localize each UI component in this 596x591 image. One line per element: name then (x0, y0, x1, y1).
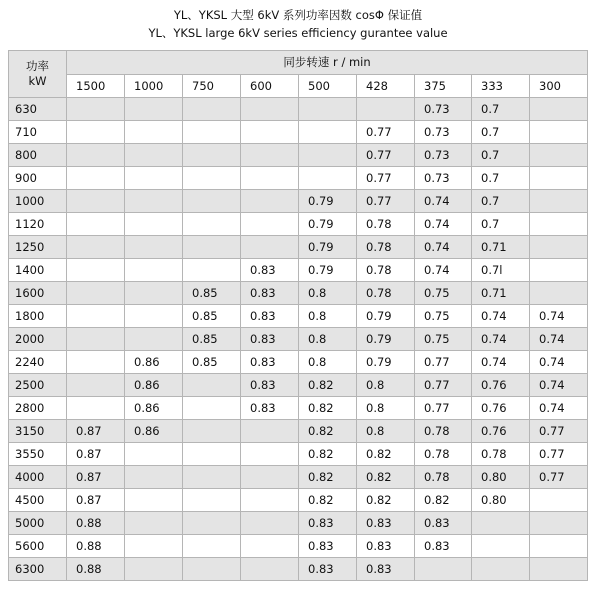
power-factor-cell: 0.7 (472, 121, 530, 144)
power-factor-cell (67, 259, 125, 282)
power-cell: 1400 (9, 259, 67, 282)
power-factor-cell (241, 98, 299, 121)
power-factor-cell (125, 98, 183, 121)
power-factor-cell: 0.8 (357, 397, 415, 420)
power-factor-cell: 0.86 (125, 397, 183, 420)
power-factor-cell (241, 489, 299, 512)
power-factor-cell (183, 443, 241, 466)
power-cell: 1250 (9, 236, 67, 259)
power-cell: 5000 (9, 512, 67, 535)
power-factor-cell: 0.85 (183, 305, 241, 328)
power-factor-cell: 0.79 (299, 236, 357, 259)
power-factor-cell (125, 259, 183, 282)
power-cell: 1000 (9, 190, 67, 213)
power-factor-cell: 0.82 (357, 489, 415, 512)
power-factor-cell: 0.83 (415, 512, 472, 535)
table-row (9, 259, 588, 282)
power-cell: 800 (9, 144, 67, 167)
power-factor-cell (183, 144, 241, 167)
power-factor-cell: 0.7 (472, 167, 530, 190)
power-cell: 3550 (9, 443, 67, 466)
power-cell: 2240 (9, 351, 67, 374)
power-factor-cell (241, 443, 299, 466)
power-factor-cell: 0.74 (415, 236, 472, 259)
speed-header-row (9, 74, 588, 98)
power-factor-cell: 0.82 (299, 374, 357, 397)
power-factor-cell: 0.82 (299, 420, 357, 443)
power-factor-cell (241, 190, 299, 213)
power-factor-cell: 0.83 (241, 374, 299, 397)
power-factor-cell (183, 167, 241, 190)
power-factor-cell (530, 190, 588, 213)
power-factor-cell: 0.74 (472, 351, 530, 374)
power-factor-cell (67, 98, 125, 121)
power-factor-cell (67, 397, 125, 420)
power-factor-cell: 0.8 (357, 420, 415, 443)
speed-header-cell: 1500 (67, 74, 125, 98)
power-factor-cell: 0.78 (415, 443, 472, 466)
power-factor-cell: 0.82 (415, 489, 472, 512)
power-factor-cell: 0.82 (357, 443, 415, 466)
power-factor-cell: 0.7l (472, 259, 530, 282)
table-title-english: YL、YKSL large 6kV series efficiency gurantee value (148, 26, 448, 40)
power-factor-cell (183, 397, 241, 420)
power-factor-cell (299, 167, 357, 190)
speed-group-header: 同步转速 r / min (67, 51, 588, 75)
power-factor-cell (530, 98, 588, 121)
power-factor-cell: 0.79 (299, 190, 357, 213)
power-factor-cell (125, 512, 183, 535)
power-factor-cell: 0.7 (472, 213, 530, 236)
power-factor-cell (241, 121, 299, 144)
table-row (9, 144, 588, 167)
power-factor-cell (67, 121, 125, 144)
power-factor-cell: 0.82 (299, 489, 357, 512)
power-factor-cell: 0.78 (357, 282, 415, 305)
power-factor-cell (67, 236, 125, 259)
power-cell: 6300 (9, 558, 67, 581)
power-factor-cell (530, 512, 588, 535)
power-factor-cell: 0.75 (415, 282, 472, 305)
power-factor-cell: 0.88 (67, 558, 125, 581)
power-factor-cell: 0.77 (415, 374, 472, 397)
power-factor-cell (530, 259, 588, 282)
power-factor-cell (125, 443, 183, 466)
power-factor-cell (67, 282, 125, 305)
power-factor-cell (241, 466, 299, 489)
power-cell: 1120 (9, 213, 67, 236)
power-factor-cell: 0.83 (241, 351, 299, 374)
power-factor-cell (125, 190, 183, 213)
power-factor-cell: 0.83 (299, 512, 357, 535)
power-factor-cell (125, 282, 183, 305)
power-factor-cell: 0.74 (530, 374, 588, 397)
header-row-group (9, 51, 588, 75)
power-factor-cell: 0.79 (357, 328, 415, 351)
power-factor-cell: 0.76 (472, 374, 530, 397)
power-factor-cell (67, 305, 125, 328)
power-factor-cell (530, 489, 588, 512)
power-factor-cell (183, 466, 241, 489)
power-factor-cell: 0.73 (415, 121, 472, 144)
power-factor-cell (530, 535, 588, 558)
power-factor-cell (183, 535, 241, 558)
power-factor-cell: 0.78 (357, 259, 415, 282)
power-cell: 710 (9, 121, 67, 144)
power-cell: 2800 (9, 397, 67, 420)
power-factor-cell: 0.82 (299, 443, 357, 466)
table-row (9, 305, 588, 328)
table-row (9, 98, 588, 121)
power-factor-cell: 0.85 (183, 328, 241, 351)
table-body (9, 98, 588, 581)
power-factor-cell (67, 351, 125, 374)
table-row (9, 374, 588, 397)
table-row (9, 512, 588, 535)
power-cell: 2500 (9, 374, 67, 397)
power-factor-cell: 0.74 (415, 213, 472, 236)
power-factor-cell: 0.79 (299, 259, 357, 282)
power-factor-cell (67, 144, 125, 167)
power-factor-cell (125, 213, 183, 236)
power-factor-cell: 0.77 (530, 466, 588, 489)
power-factor-cell: 0.74 (530, 305, 588, 328)
power-factor-cell (241, 144, 299, 167)
power-factor-cell: 0.77 (415, 351, 472, 374)
power-factor-cell (472, 512, 530, 535)
power-factor-cell (241, 213, 299, 236)
table-row (9, 190, 588, 213)
power-factor-cell: 0.75 (415, 328, 472, 351)
power-factor-cell: 0.78 (415, 420, 472, 443)
power-factor-cell: 0.74 (472, 305, 530, 328)
power-factor-cell (125, 236, 183, 259)
power-factor-cell (241, 558, 299, 581)
power-factor-cell: 0.75 (415, 305, 472, 328)
power-factor-cell: 0.78 (472, 443, 530, 466)
power-factor-cell: 0.77 (357, 167, 415, 190)
power-factor-cell: 0.82 (299, 466, 357, 489)
power-factor-cell: 0.78 (357, 236, 415, 259)
power-factor-cell (472, 558, 530, 581)
power-factor-cell: 0.83 (357, 535, 415, 558)
speed-header-cell: 500 (299, 74, 357, 98)
power-factor-cell (299, 98, 357, 121)
power-factor-cell: 0.8 (299, 282, 357, 305)
power-factor-cell: 0.73 (415, 98, 472, 121)
power-cell: 3150 (9, 420, 67, 443)
power-factor-cell: 0.77 (530, 420, 588, 443)
power-factor-cell (67, 328, 125, 351)
power-cell: 2000 (9, 328, 67, 351)
power-factor-cell: 0.74 (472, 328, 530, 351)
power-factor-cell (530, 144, 588, 167)
speed-header-cell: 428 (357, 74, 415, 98)
power-factor-cell: 0.87 (67, 489, 125, 512)
power-factor-cell: 0.77 (530, 443, 588, 466)
power-header-unit: kW (28, 74, 47, 88)
power-factor-cell: 0.83 (357, 512, 415, 535)
power-factor-cell (125, 535, 183, 558)
power-factor-cell: 0.87 (67, 443, 125, 466)
power-cell: 1800 (9, 305, 67, 328)
power-factor-cell: 0.7 (472, 190, 530, 213)
power-factor-cell (125, 489, 183, 512)
table-title-chinese: YL、YKSL 大型 6kV 系列功率因数 cosΦ 保证值 (173, 8, 423, 22)
speed-header-cell: 300 (530, 74, 588, 98)
power-factor-cell: 0.82 (299, 397, 357, 420)
power-factor-cell: 0.8 (299, 328, 357, 351)
power-factor-cell (183, 420, 241, 443)
power-cell: 4000 (9, 466, 67, 489)
power-factor-cell (125, 328, 183, 351)
power-factor-cell (530, 282, 588, 305)
power-factor-cell (183, 558, 241, 581)
power-factor-cell: 0.78 (357, 213, 415, 236)
power-factor-cell: 0.8 (357, 374, 415, 397)
power-cell: 4500 (9, 489, 67, 512)
power-factor-cell: 0.74 (530, 397, 588, 420)
power-factor-cell: 0.74 (415, 190, 472, 213)
table-row (9, 420, 588, 443)
power-factor-cell (241, 167, 299, 190)
power-factor-cell: 0.83 (241, 397, 299, 420)
power-factor-cell (125, 167, 183, 190)
power-factor-cell: 0.77 (415, 397, 472, 420)
power-factor-cell (183, 236, 241, 259)
table-row (9, 236, 588, 259)
power-factor-cell: 0.76 (472, 420, 530, 443)
power-factor-cell: 0.77 (357, 144, 415, 167)
power-factor-cell: 0.86 (125, 351, 183, 374)
power-factor-cell: 0.8 (299, 351, 357, 374)
power-cell: 1600 (9, 282, 67, 305)
power-factor-cell: 0.87 (67, 466, 125, 489)
power-factor-cell: 0.71 (472, 282, 530, 305)
power-factor-cell (125, 121, 183, 144)
power-factor-cell: 0.74 (415, 259, 472, 282)
power-factor-cell (530, 213, 588, 236)
table-row (9, 489, 588, 512)
power-factor-cell (299, 121, 357, 144)
speed-header-cell: 1000 (125, 74, 183, 98)
table-row (9, 328, 588, 351)
power-factor-cell (299, 144, 357, 167)
power-factor-cell: 0.83 (241, 259, 299, 282)
power-factor-cell (241, 535, 299, 558)
power-factor-cell (241, 420, 299, 443)
power-factor-cell: 0.71 (472, 236, 530, 259)
power-factor-cell: 0.73 (415, 144, 472, 167)
table-row (9, 558, 588, 581)
power-factor-cell (183, 512, 241, 535)
power-factor-cell: 0.87 (67, 420, 125, 443)
power-factor-cell (183, 98, 241, 121)
power-factor-cell (125, 558, 183, 581)
power-factor-cell (125, 305, 183, 328)
power-factor-cell: 0.74 (530, 328, 588, 351)
table-row (9, 466, 588, 489)
power-factor-cell: 0.83 (415, 535, 472, 558)
power-factor-cell: 0.79 (357, 305, 415, 328)
power-factor-cell: 0.88 (67, 535, 125, 558)
power-factor-cell (530, 167, 588, 190)
power-factor-cell: 0.7 (472, 98, 530, 121)
power-factor-cell: 0.83 (241, 328, 299, 351)
power-factor-cell (183, 259, 241, 282)
power-factor-cell (183, 213, 241, 236)
power-factor-cell: 0.83 (241, 305, 299, 328)
power-factor-cell: 0.83 (241, 282, 299, 305)
power-factor-cell: 0.77 (357, 190, 415, 213)
power-factor-cell (415, 558, 472, 581)
power-cell: 900 (9, 167, 67, 190)
power-factor-cell (125, 466, 183, 489)
power-factor-cell (183, 489, 241, 512)
speed-header-cell: 333 (472, 74, 530, 98)
speed-header-cell: 375 (415, 74, 472, 98)
power-factor-cell: 0.86 (125, 374, 183, 397)
power-factor-cell: 0.85 (183, 282, 241, 305)
table-row (9, 535, 588, 558)
power-factor-cell (67, 213, 125, 236)
power-factor-cell: 0.83 (299, 558, 357, 581)
power-factor-cell (472, 535, 530, 558)
power-factor-cell: 0.88 (67, 512, 125, 535)
power-cell: 5600 (9, 535, 67, 558)
table-row (9, 443, 588, 466)
power-factor-cell: 0.85 (183, 351, 241, 374)
power-factor-cell (67, 167, 125, 190)
power-factor-cell (530, 236, 588, 259)
table-row (9, 213, 588, 236)
speed-header-cell: 600 (241, 74, 299, 98)
power-factor-cell (241, 236, 299, 259)
speed-header-cell: 750 (183, 74, 241, 98)
table-row (9, 351, 588, 374)
power-factor-cell (183, 121, 241, 144)
table-row (9, 167, 588, 190)
power-factor-cell: 0.79 (357, 351, 415, 374)
power-factor-cell (67, 190, 125, 213)
table-row (9, 397, 588, 420)
power-factor-table (8, 50, 588, 581)
table-header (9, 51, 588, 98)
power-factor-cell: 0.8 (299, 305, 357, 328)
power-factor-cell (125, 144, 183, 167)
power-factor-cell: 0.80 (472, 489, 530, 512)
power-factor-cell: 0.79 (299, 213, 357, 236)
power-factor-cell (183, 190, 241, 213)
power-factor-cell (67, 374, 125, 397)
power-factor-cell: 0.74 (530, 351, 588, 374)
power-header-label: 功率 (26, 59, 49, 73)
power-factor-cell: 0.86 (125, 420, 183, 443)
power-factor-cell (530, 558, 588, 581)
power-factor-cell (357, 98, 415, 121)
power-factor-cell: 0.73 (415, 167, 472, 190)
power-factor-cell (530, 121, 588, 144)
table-row (9, 282, 588, 305)
power-factor-cell: 0.7 (472, 144, 530, 167)
power-factor-cell: 0.78 (415, 466, 472, 489)
power-factor-cell: 0.83 (299, 535, 357, 558)
power-factor-cell: 0.77 (357, 121, 415, 144)
table-row (9, 121, 588, 144)
power-factor-cell: 0.76 (472, 397, 530, 420)
power-factor-cell: 0.82 (357, 466, 415, 489)
power-factor-cell: 0.83 (357, 558, 415, 581)
power-factor-cell: 0.80 (472, 466, 530, 489)
power-cell: 630 (9, 98, 67, 121)
power-factor-cell (241, 512, 299, 535)
power-column-header (9, 51, 67, 98)
power-factor-cell (183, 374, 241, 397)
